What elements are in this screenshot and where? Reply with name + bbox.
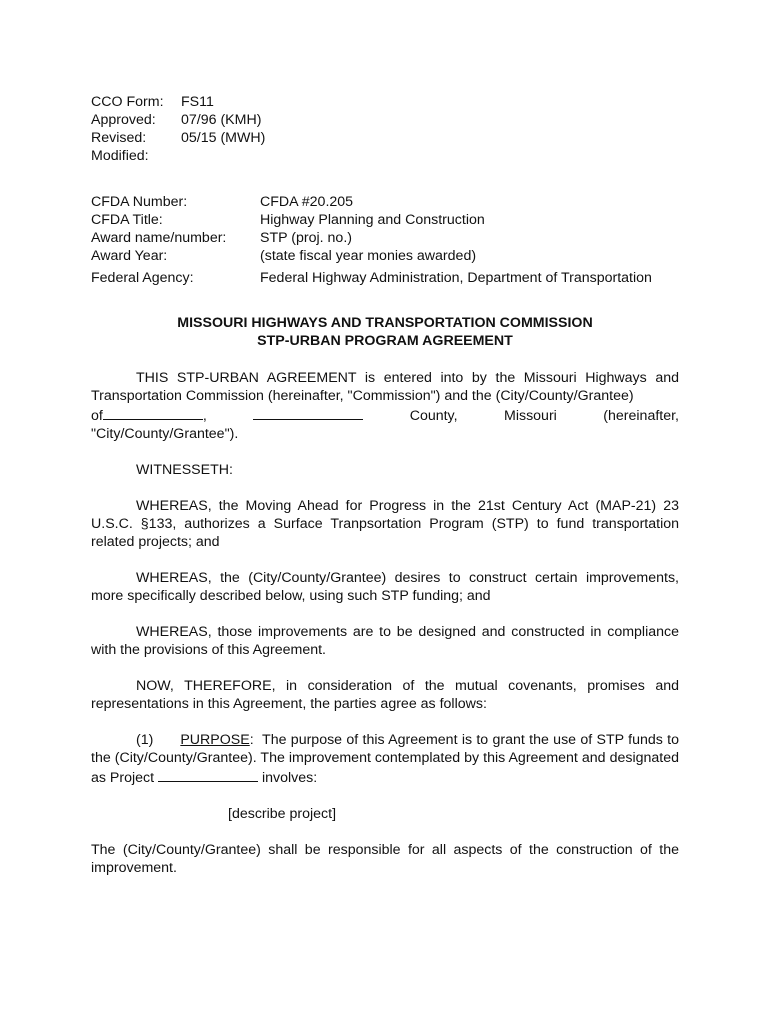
witnesseth: WITNESSETH: [136, 462, 233, 478]
intro-missouri: Missouri [504, 408, 557, 424]
intro-last-line: "City/County/Grantee"). [91, 426, 239, 442]
form-meta-value: FS11 [181, 94, 214, 110]
intro-county: County, [409, 408, 458, 424]
intro-of: of [91, 408, 103, 424]
cfda-label: CFDA Number: [91, 194, 188, 210]
heading-line-2: STP-URBAN PROGRAM AGREEMENT [257, 333, 513, 349]
describe-project-placeholder: [describe project] [228, 806, 337, 822]
cfda-block [91, 193, 679, 287]
purpose-title: PURPOSE [180, 732, 250, 748]
intro-text: THIS STP-URBAN AGREEMENT is entered into by the Missouri Highways and Transportation Commission (hereinafter, "Commission") and the (City/County/Grantee) [91, 370, 679, 404]
form-meta [91, 93, 679, 165]
whereas-paragraph-1: WHEREAS, the Moving Ahead for Progress in the 21st Century Act (MAP-21) 23 U.S.C. §133, authorizes a Surface Tranpsortation Program (STP) to fund transportation related projects; and [91, 498, 679, 550]
form-meta-label: Approved: [91, 112, 156, 128]
cfda-value: CFDA #20.205 [260, 194, 354, 210]
cfda-label: CFDA Title: [91, 212, 163, 228]
form-meta-label: Modified: [91, 148, 149, 164]
purpose-involves: involves: [262, 770, 318, 786]
heading-line-1: MISSOURI HIGHWAYS AND TRANSPORTATION COMMISSION [177, 315, 593, 331]
cfda-label: Federal Agency: [91, 270, 194, 286]
whereas-paragraph-3: WHEREAS, those improvements are to be designed and constructed in compliance with the provisions of this Agreement. [91, 624, 679, 658]
responsibility-paragraph: The (City/County/Grantee) shall be responsible for all aspects of the construction of the improvement. [91, 842, 679, 876]
purpose-text: The purpose of this Agreement is to grant the use of STP funds to the (City/County/Grantee). The improvement contemplated by this Agreement and designated as Project [91, 732, 679, 786]
document-page [91, 93, 679, 877]
cfda-value: (state fiscal year monies awarded) [260, 248, 477, 264]
purpose-colon: : [249, 732, 254, 748]
cfda-label: Award name/number: [91, 230, 227, 246]
city-blank[interactable] [103, 405, 203, 420]
purpose-number: (1) [136, 732, 154, 748]
intro-comma: , [202, 408, 207, 424]
purpose-paragraph [91, 731, 679, 787]
cfda-value: Federal Highway Administration, Department of Transportation [260, 270, 652, 286]
project-number-blank[interactable] [158, 767, 258, 782]
form-meta-value [181, 147, 679, 165]
cfda-value: STP (proj. no.) [260, 230, 352, 246]
form-meta-value: 05/15 (MWH) [181, 130, 266, 146]
now-therefore-paragraph: NOW, THEREFORE, in consideration of the mutual covenants, promises and representations in this Agreement, the parties agree as follows: [91, 678, 679, 712]
whereas-paragraph-2: WHEREAS, the (City/County/Grantee) desires to construct certain improvements, more specifically described below, using such STP funding; and [91, 570, 679, 604]
intro-blanks-line [91, 405, 679, 425]
intro-hereinafter: (hereinafter, [603, 408, 679, 424]
cfda-value: Highway Planning and Construction [260, 212, 485, 228]
intro-paragraph [91, 369, 679, 405]
form-meta-label: CCO Form: [91, 94, 164, 110]
cfda-label: Award Year: [91, 248, 168, 264]
county-blank[interactable] [253, 405, 363, 420]
form-meta-value: 07/96 (KMH) [181, 112, 262, 128]
form-meta-label: Revised: [91, 130, 147, 146]
agreement-heading [91, 314, 679, 350]
